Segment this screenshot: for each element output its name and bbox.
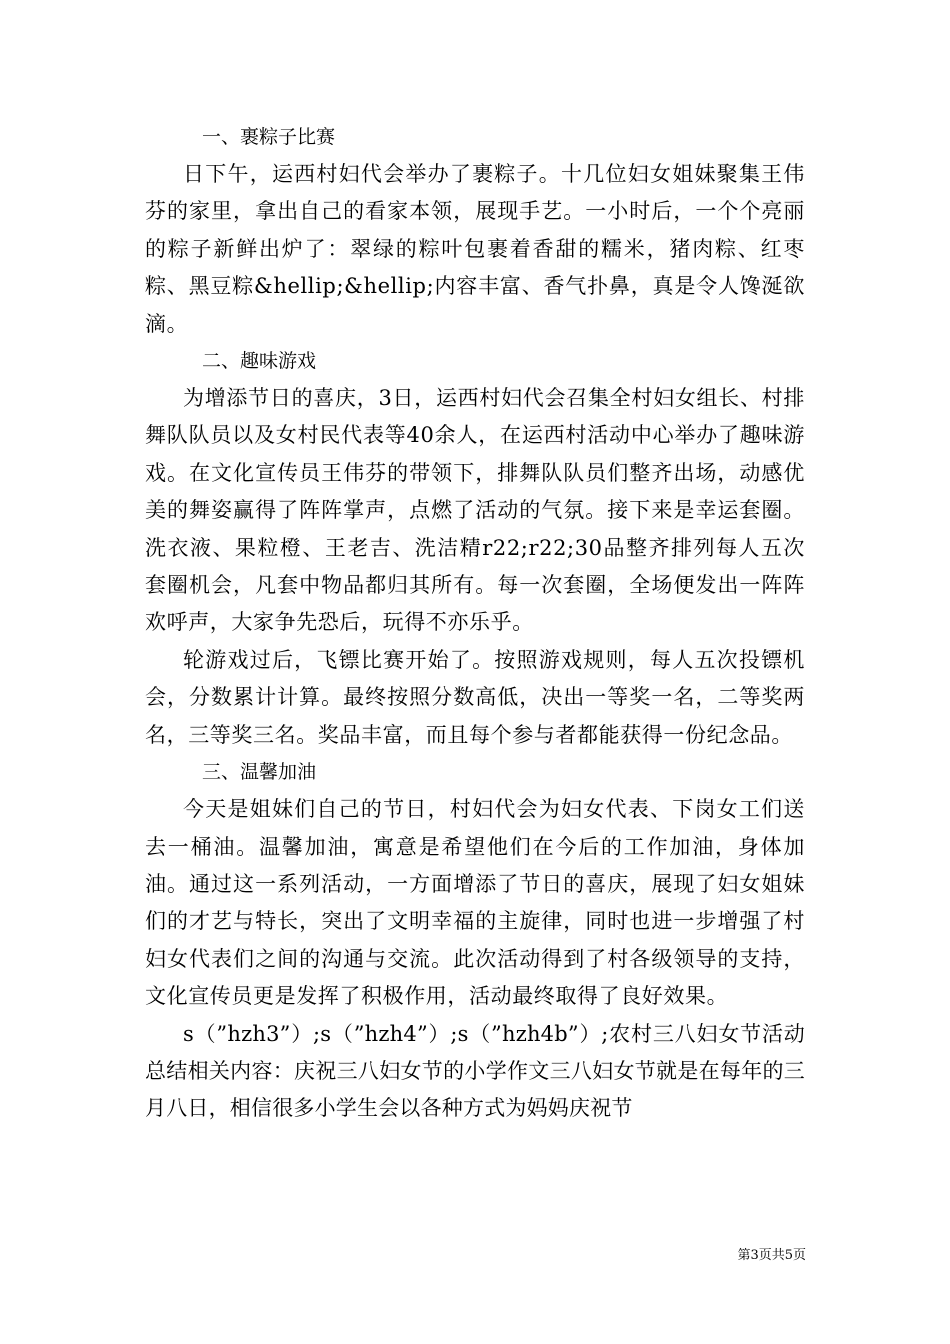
section-2-paragraph-2: 轮游戏过后，飞镖比赛开始了。按照游戏规则，每人五次投镖机会，分数累计计算。最终按照分数高低，决出一等奖一名，二等奖两名，三等奖三名。奖品丰富，而且每个参与者都能获得一份纪念品。 — [145, 647, 805, 747]
section-heading-1: 一、裹粽子比赛 — [202, 126, 336, 148]
section-3-paragraph-2: s（”hzh3”）;s（”hzh4”）;s（”hzh4b”）;农村三八妇女节活动总结相关内容：庆祝三八妇女节的小学作文三八妇女节就是在每年的三月八日，相信很多小学生会以各种方式为妈妈庆祝节 — [145, 1021, 805, 1121]
document-body — [145, 119, 805, 1128]
section-1-paragraph-1: 日下午，运西村妇代会举办了裹粽子。十几位妇女姐妹聚集王伟芬的家里，拿出自己的看家本领，展现手艺。一小时后，一个个亮丽的粽子新鲜出炉了：翠绿的粽叶包裹着香甜的糯米，猪肉粽、红枣粽、黑豆粽&hellip;&hellip;内容丰富、香气扑鼻，真是令人馋涎欲滴。 — [145, 162, 805, 336]
section-heading-3: 三、温馨加油 — [202, 761, 317, 784]
section-heading-2: 二、趣味游戏 — [202, 350, 317, 373]
page-number-footer: 第3页共5页 — [737, 1248, 806, 1263]
section-3-paragraph-1: 今天是姐妹们自己的节日，村妇代会为妇女代表、下岗女工们送去一桶油。温馨加油，寓意是希望他们在今后的工作加油，身体加油。通过这一系列活动，一方面增添了节日的喜庆，展现了妇女姐妹们的才艺与特长，突出了文明幸福的主旋律，同时也进一步增强了村妇女代表们之间的沟通与交流。此次活动得到了村各级领导的支持，文化宣传员更是发挥了积极作用，活动最终取得了良好效果。 — [145, 797, 805, 1009]
section-2-paragraph-1: 为增添节日的喜庆，3日，运西村妇代会召集全村妇女组长、村排舞队队员以及女村民代表等40余人，在运西村活动中心举办了趣味游戏。在文化宣传员王伟芬的带领下，排舞队队员们整齐出场，动感优美的舞姿赢得了阵阵掌声，点燃了活动的气氛。接下来是幸运套圈。洗衣液、果粒橙、王老吉、洗洁精r22;r22;30品整齐排列每人五次套圈机会，凡套中物品都归其所有。每一次套圈，全场便发出一阵阵欢呼声，大家争先恐后，玩得不亦乐乎。 — [145, 386, 805, 635]
